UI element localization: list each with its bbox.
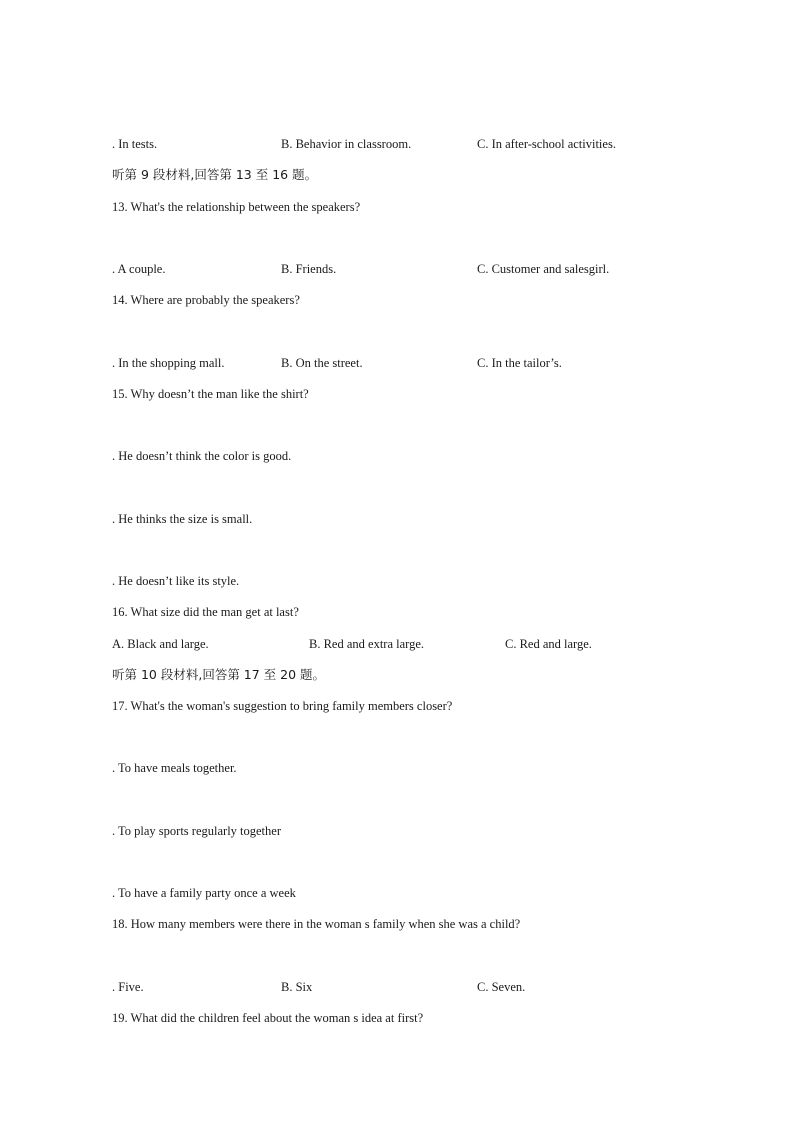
option-a: . Five. bbox=[112, 980, 144, 994]
option-17-a: . To have meals together. bbox=[112, 761, 237, 775]
section-header-10: 听第 10 段材料,回答第 17 至 20 题。 bbox=[112, 667, 326, 682]
question-19: 19. What did the children feel about the woman s idea at first? bbox=[112, 1011, 424, 1025]
question-14: 14. Where are probably the speakers? bbox=[112, 293, 300, 307]
option-17-c: . To have a family party once a week bbox=[112, 886, 296, 900]
option-15-a: . He doesn’t think the color is good. bbox=[112, 449, 292, 463]
option-c: C. Red and large. bbox=[505, 637, 592, 651]
option-a: . In the shopping mall. bbox=[112, 356, 225, 370]
question-16: 16. What size did the man get at last? bbox=[112, 605, 299, 619]
option-a: A. Black and large. bbox=[112, 637, 209, 651]
option-15-c: . He doesn’t like its style. bbox=[112, 574, 240, 588]
option-b: B. Six bbox=[281, 980, 313, 994]
option-b: B. Behavior in classroom. bbox=[281, 137, 412, 151]
question-13: 13. What's the relationship between the speakers? bbox=[112, 200, 361, 214]
question-17: 17. What's the woman's suggestion to bring family members closer? bbox=[112, 699, 453, 713]
option-b: B. Friends. bbox=[281, 262, 337, 276]
question-15: 15. Why doesn’t the man like the shirt? bbox=[112, 387, 309, 401]
option-15-b: . He thinks the size is small. bbox=[112, 512, 253, 526]
option-17-b: . To play sports regularly together bbox=[112, 824, 281, 838]
option-b: B. Red and extra large. bbox=[309, 637, 425, 651]
option-c: C. In the tailor’s. bbox=[477, 356, 562, 370]
option-c: C. Seven. bbox=[477, 980, 526, 994]
option-b: B. On the street. bbox=[281, 356, 363, 370]
option-a: . A couple. bbox=[112, 262, 166, 276]
option-a: . In tests. bbox=[112, 137, 158, 151]
option-c: C. In after-school activities. bbox=[477, 137, 616, 151]
question-18: 18. How many members were there in the woman s family when she was a child? bbox=[112, 917, 521, 931]
section-header-9: 听第 9 段材料,回答第 13 至 16 题。 bbox=[112, 167, 318, 182]
option-c: C. Customer and salesgirl. bbox=[477, 262, 610, 276]
